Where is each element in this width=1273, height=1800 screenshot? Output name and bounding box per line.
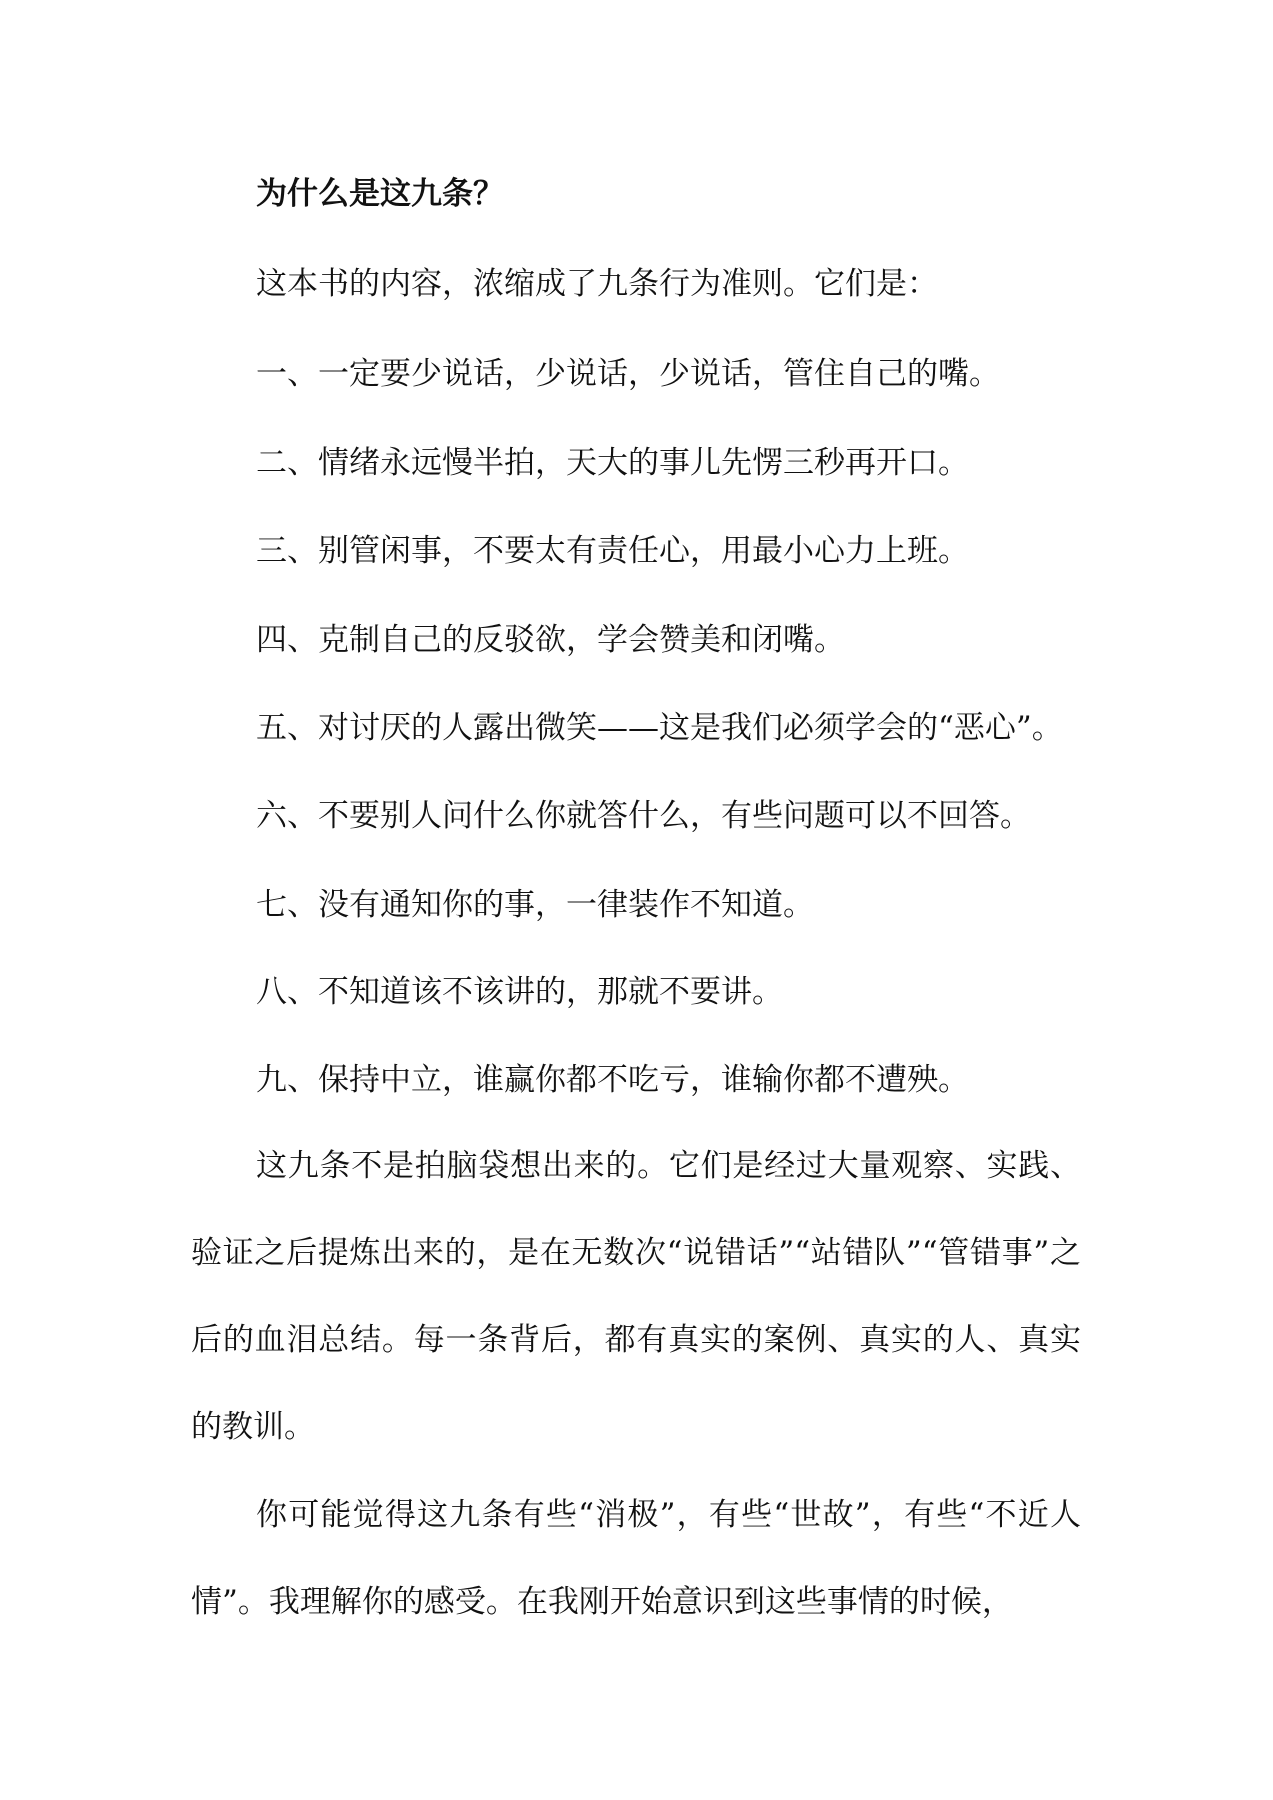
intro-line: 这本书的内容，浓缩成了九条行为准则。它们是： xyxy=(256,266,938,302)
rule-item-6: 六、不要别人问什么你就答什么，有些问题可以不回答。 xyxy=(256,798,1031,834)
body-paragraph-2: 你可能觉得这九条有些“消极”，有些“世故”，有些“不近人情”。我理解你的感受。在我刚开始意识到这些事情的时候， xyxy=(191,1497,1081,1620)
rule-item-3: 三、别管闲事，不要太有责任心，用最小心力上班。 xyxy=(256,533,969,569)
rule-item-8: 八、不知道该不该讲的，那就不要讲。 xyxy=(256,974,783,1010)
rule-item-7: 七、没有通知你的事，一律装作不知道。 xyxy=(256,887,814,923)
rule-item-4: 四、克制自己的反驳欲，学会赞美和闭嘴。 xyxy=(256,622,845,658)
rule-item-2: 二、情绪永远慢半拍，天大的事儿先愣三秒再开口。 xyxy=(256,445,969,481)
rule-item-1: 一、一定要少说话，少说话，少说话，管住自己的嘴。 xyxy=(256,356,1000,392)
rule-item-9: 九、保持中立，谁赢你都不吃亏，谁输你都不遭殃。 xyxy=(256,1062,969,1098)
body-paragraph-1: 这九条不是拍脑袋想出来的。它们是经过大量观察、实践、验证之后提炼出来的，是在无数次“说错话”“站错队”“管错事”之后的血泪总结。每一条背后，都有真实的案例、真实的人、真实的教训。 xyxy=(191,1148,1081,1445)
rule-item-5: 五、对讨厌的人露出微笑——这是我们必须学会的“恶心”。 xyxy=(256,710,1063,746)
document-title: 为什么是这九条？ xyxy=(256,176,504,212)
